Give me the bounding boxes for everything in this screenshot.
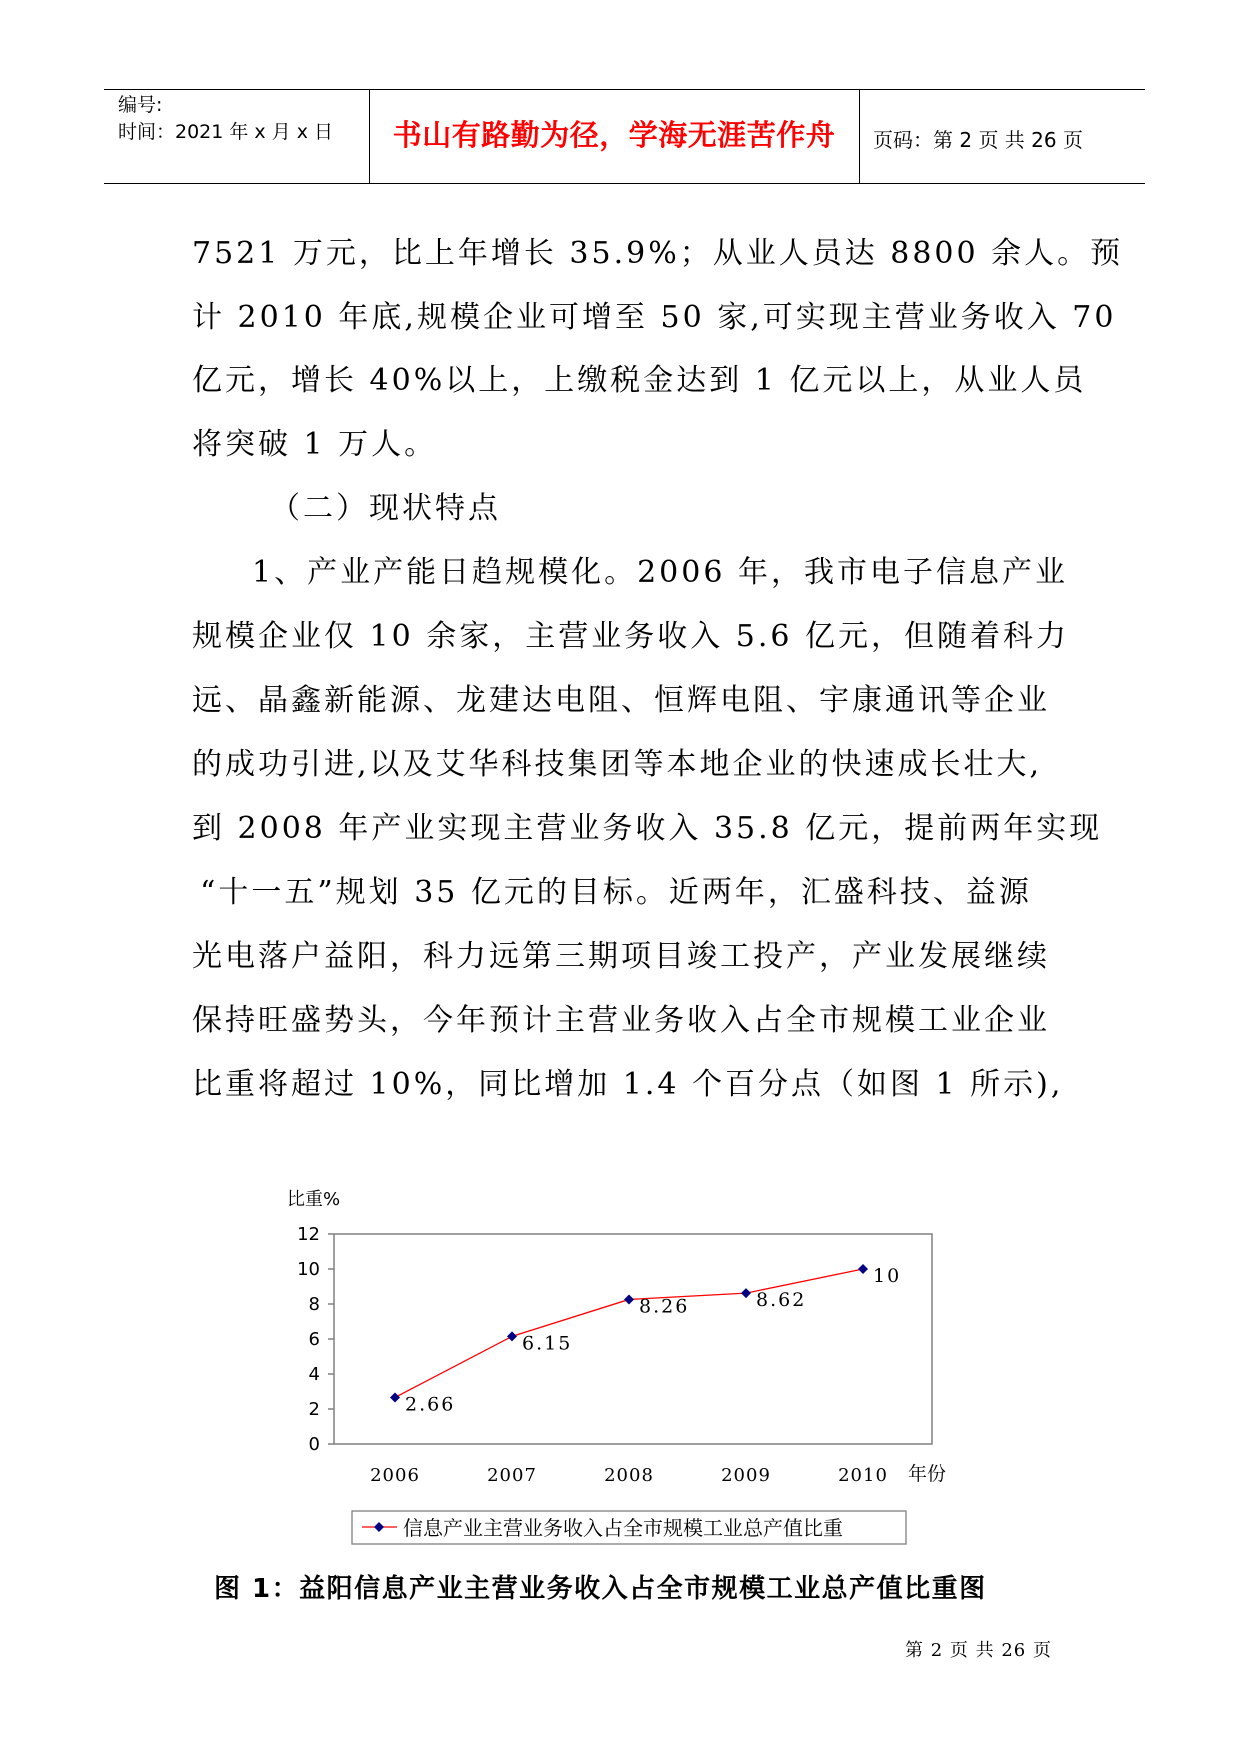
body-line: 7521 万元，比上年增长 35.9%；从业人员达 8800 余人。预 bbox=[192, 236, 1124, 271]
x-tick-label: 2010 bbox=[838, 1465, 888, 1486]
body-line: 比重将超过 10%，同比增加 1.4 个百分点（如图 1 所示), bbox=[192, 1067, 1064, 1102]
x-tick-label: 2006 bbox=[370, 1465, 420, 1486]
y-tick-label: 2 bbox=[308, 1399, 320, 1420]
series-point bbox=[624, 1294, 634, 1304]
body-line: 将突破 1 万人。 bbox=[192, 427, 438, 462]
figure-caption: 图 1：益阳信息产业主营业务收入占全市规模工业总产值比重图 bbox=[214, 1574, 987, 1604]
x-tick-label: 2008 bbox=[604, 1465, 654, 1486]
data-label: 8.62 bbox=[756, 1289, 807, 1312]
y-tick-label: 6 bbox=[308, 1329, 320, 1350]
y-tick-label: 10 bbox=[297, 1259, 320, 1280]
legend-label: 信息产业主营业务收入占全市规模工业总产值比重 bbox=[403, 1516, 843, 1540]
x-axis-title: 年份 bbox=[908, 1463, 947, 1485]
body-line: 亿元，增长 40%以上，上缴税金达到 1 亿元以上，从业人员 bbox=[192, 363, 1087, 398]
series-point bbox=[858, 1264, 868, 1274]
data-label: 6.15 bbox=[522, 1332, 573, 1355]
x-tick-label: 2009 bbox=[721, 1465, 771, 1486]
y-tick-label: 4 bbox=[308, 1364, 320, 1385]
header-motto: 书山有路勤为径，学海无涯苦作舟 bbox=[392, 118, 836, 152]
header-time-label: 时间：2021 年 x 月 x 日 bbox=[118, 121, 334, 143]
series-point bbox=[507, 1331, 517, 1341]
section-heading: （二）现状特点 bbox=[270, 491, 501, 526]
data-label: 2.66 bbox=[405, 1393, 456, 1416]
header-number-label: 编号: bbox=[118, 94, 163, 116]
series-point bbox=[741, 1288, 751, 1298]
x-tick-label: 2007 bbox=[487, 1465, 537, 1486]
body-line: 规模企业仅 10 余家，主营业务收入 5.6 亿元，但随着科力 bbox=[192, 619, 1070, 654]
y-axis-title: 比重% bbox=[287, 1189, 341, 1210]
series-point bbox=[390, 1392, 400, 1402]
y-tick-label: 12 bbox=[297, 1224, 320, 1245]
body-line: 远、晶鑫新能源、龙建达电阻、恒辉电阻、宇康通讯等企业 bbox=[192, 683, 1050, 718]
body-line: “十一五”规划 35 亿元的目标。近两年，汇盛科技、益源 bbox=[200, 875, 1032, 910]
body-line: 到 2008 年产业实现主营业务收入 35.8 亿元，提前两年实现 bbox=[192, 811, 1103, 846]
data-label: 8.26 bbox=[639, 1295, 690, 1318]
header-page-label: 页码：第 2 页 共 26 页 bbox=[873, 128, 1083, 152]
body-line: 保持旺盛势头，今年预计主营业务收入占全市规模工业企业 bbox=[192, 1003, 1050, 1038]
data-label: 10 bbox=[873, 1265, 902, 1287]
body-line: 计 2010 年底,规模企业可增至 50 家,可实现主营业务收入 70 bbox=[192, 300, 1117, 335]
body-line: 光电落户益阳，科力远第三期项目竣工投产，产业发展继续 bbox=[192, 939, 1050, 974]
y-tick-label: 0 bbox=[308, 1434, 320, 1455]
page-footer: 第 2 页 共 26 页 bbox=[905, 1640, 1052, 1661]
y-tick-label: 8 bbox=[308, 1294, 320, 1315]
body-line: 1、产业产能日趋规模化。2006 年，我市电子信息产业 bbox=[252, 555, 1068, 590]
body-line: 的成功引进,以及艾华科技集团等本地企业的快速成长壮大, bbox=[192, 747, 1043, 782]
